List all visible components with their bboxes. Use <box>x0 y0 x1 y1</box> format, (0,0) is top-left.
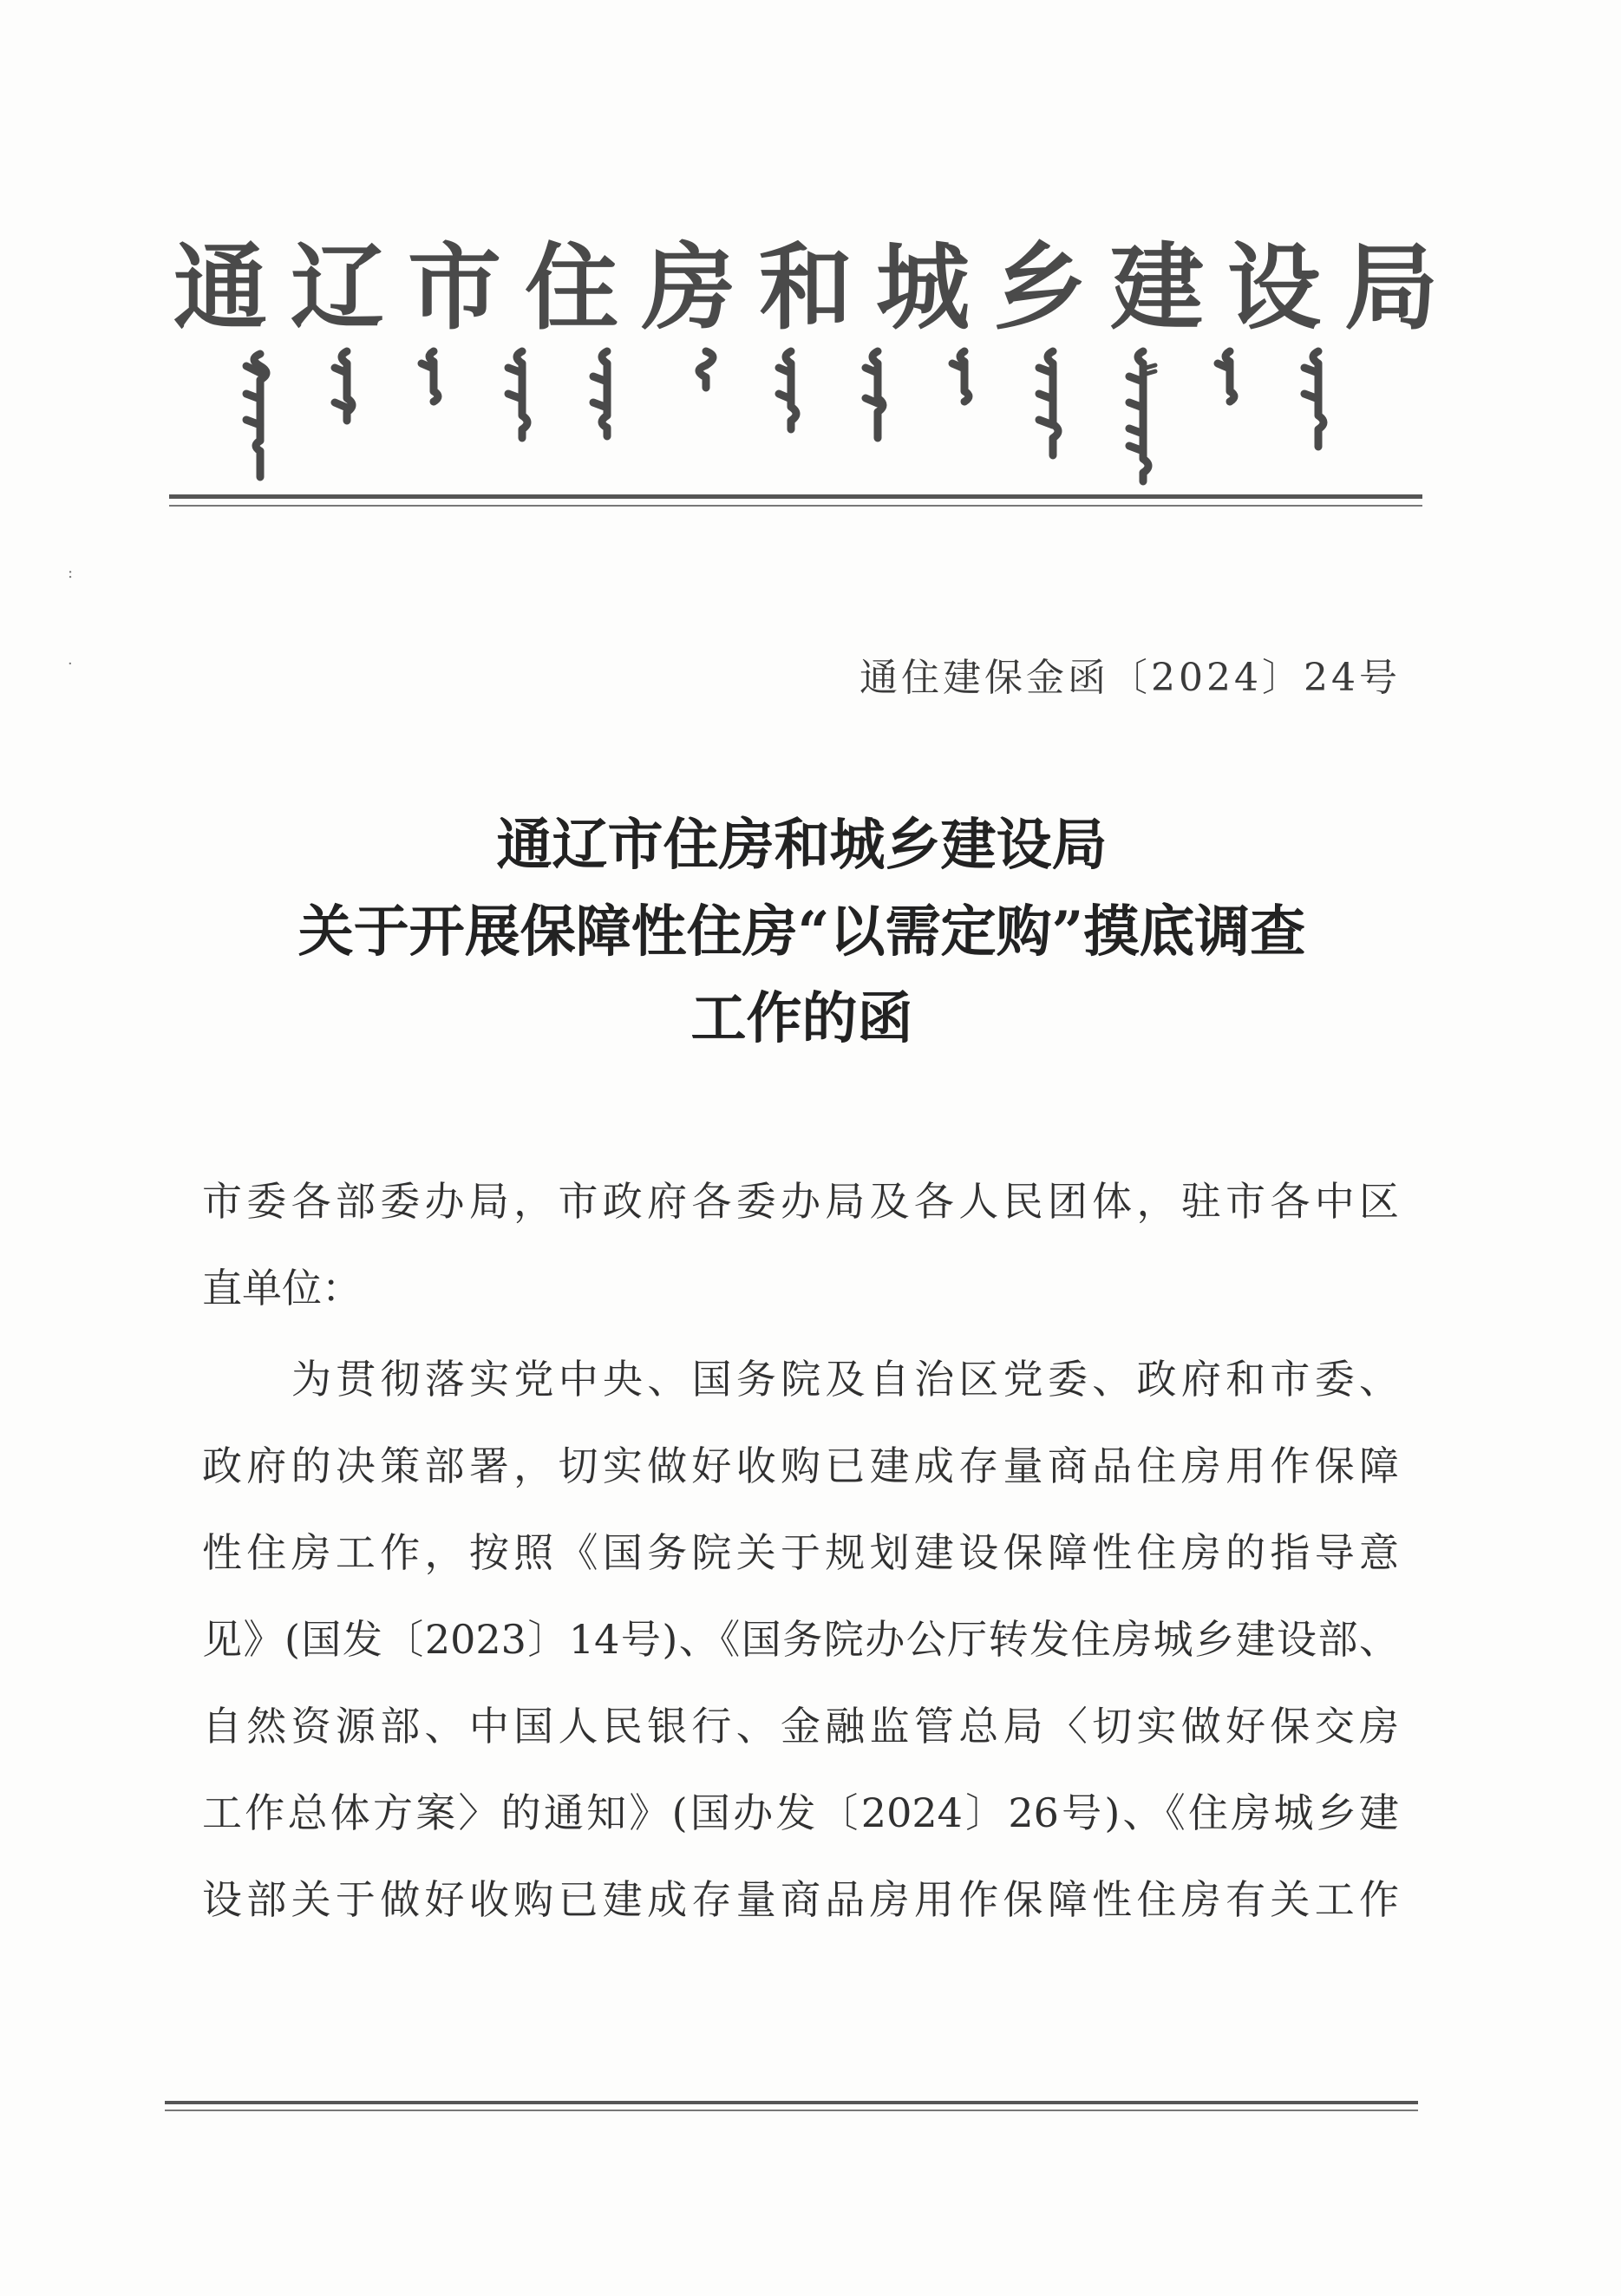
mongolian-word-1 <box>246 354 266 477</box>
body-line: 自然资源部、中国人民银行、金融监管总局〈切实做好保交房 <box>202 1703 1399 1750</box>
body-line: 设部关于做好收购已建成存量商品房用作保障性住房有关工作 <box>202 1876 1399 1923</box>
mongolian-script-letterhead <box>0 0 1621 520</box>
mongolian-word-9 <box>952 351 969 402</box>
letterhead-divider <box>169 494 1422 507</box>
recipients-line-1: 市委各部委办局，市政府各委办局及各人民团体，驻市各中区 <box>202 1178 1399 1225</box>
body-line: 政府的决策部署，切实做好收购已建成存量商品住房用作保障 <box>202 1442 1399 1489</box>
body-line: 为贯彻落实党中央、国务院及自治区党委、政府和市委、 <box>291 1356 1399 1403</box>
margin-mark: : <box>68 564 74 582</box>
body-line: 见》(国发〔2023〕14号)、《国务院办公厅转发住房城乡建设部、 <box>202 1616 1399 1663</box>
mongolian-word-6 <box>699 351 713 388</box>
document-number: 通住建保金函〔2024〕24号 <box>860 656 1401 700</box>
document-title-line-3: 工作的函 <box>690 986 913 1051</box>
mongolian-word-2 <box>335 351 352 421</box>
body-line: 性住房工作，按照《国务院关于规划建设保障性住房的指导意 <box>202 1529 1399 1576</box>
margin-mark: · <box>68 655 73 673</box>
mongolian-word-12 <box>1218 351 1234 402</box>
mongolian-word-8 <box>866 351 883 438</box>
footer-divider <box>165 2101 1418 2111</box>
mongolian-word-4 <box>508 351 527 438</box>
mongolian-word-10 <box>1039 351 1058 455</box>
mongolian-word-13 <box>1304 351 1324 447</box>
mongolian-word-7 <box>779 351 796 429</box>
document-title-line-2: 关于开展保障性住房“以需定购”摸底调查 <box>297 899 1306 965</box>
mongolian-word-3 <box>422 351 438 402</box>
mongolian-word-11 <box>1129 351 1155 481</box>
letterhead-org-name: 通辽市住房和城乡建设局 <box>173 233 1440 343</box>
mongolian-word-5 <box>593 351 607 436</box>
document-title-line-1: 通辽市住房和城乡建设局 <box>496 813 1108 878</box>
body-line: 工作总体方案〉的通知》(国办发〔2024〕26号)、《住房城乡建 <box>202 1789 1399 1836</box>
recipients-line-2: 直单位： <box>202 1265 362 1312</box>
